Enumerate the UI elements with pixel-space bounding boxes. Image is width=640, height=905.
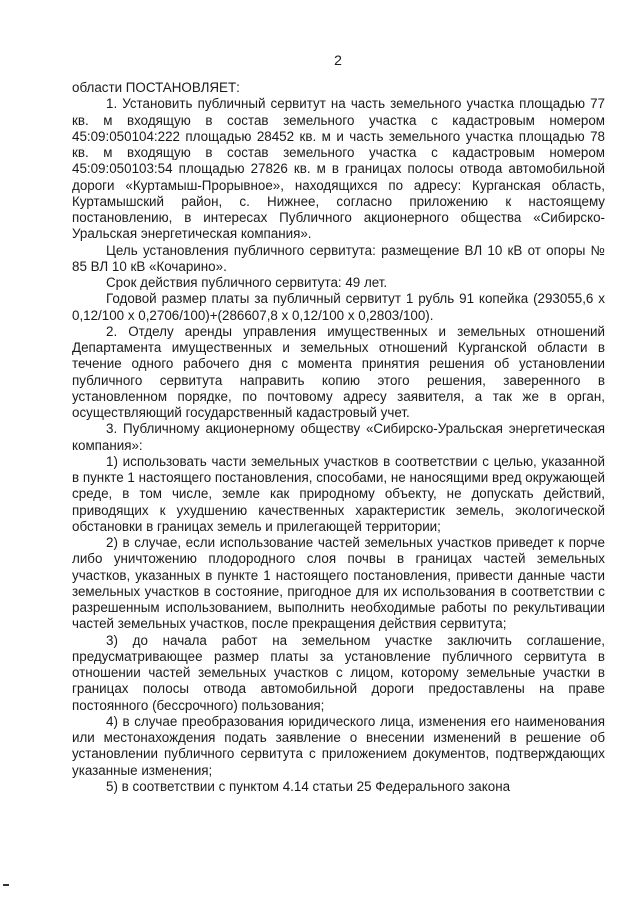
subclause-4: 4) в случае преобразования юридического лица, изменения его наименования или местонахождения подать заявление о внесении изменений в решение об установлении публичного сервитута с приложением документов, подтверждающих указанные изменения; xyxy=(72,713,605,778)
clause-2-department: 2. Отделу аренды управления имущественных и земельных отношений Департамента имущественных и земельных отношений Курганской области в течение одного рабочего дня с момента принятия решения об установлении публичного сервитута направить копию этого решения, заверенного в установленном порядке, по почтовому адресу заявителя, а так же в орган, осуществляющий государственный кадастровый учет. xyxy=(72,323,605,420)
subclause-1: 1) использовать части земельных участков в соответствии с целью, указанной в пункте 1 настоящего постановления, способами, не наносящими вред окружающей среде, в том числе, земле как природному объекту, не допускать действий, приводящих к ухудшению качественных характеристик земель, экологической обстановки в границах земель и прилегающей территории; xyxy=(72,453,605,534)
easement-purpose: Цель установления публичного сервитута: размещение ВЛ 10 кВ от опоры № 85 ВЛ 10 кВ «Кочарино». xyxy=(72,242,605,274)
document-body xyxy=(72,80,605,795)
subclause-3: 3) до начала работ на земельном участке заключить соглашение, предусматривающее размер платы за установление публичного сервитута в отношении частей земельных участков с лицом, которому земельные участки в границах полосы отвода автомобильной дороги предоставлены на праве постоянного (бессрочного) пользования; xyxy=(72,632,605,713)
subclause-2: 2) в случае, если использование частей земельных участков приведет к порче либо уничтожению плодородного слоя почвы в границах частей земельных участков, указанных в пункте 1 настоящего постановления, привести данные части земельных участков в состояние, пригодное для их использования в соответствии с разрешенным использованием, выполнить необходимые работы по рекультивации частей земельных участков, после прекращения действия сервитута; xyxy=(72,535,605,632)
page-number: 2 xyxy=(334,52,342,68)
subclause-5: 5) в соответствии с пунктом 4.14 статьи 25 Федерального закона xyxy=(106,778,511,794)
margin-mark xyxy=(3,884,9,886)
easement-annual-fee: Годовой размер платы за публичный сервитут 1 рубль 91 копейка (293055,6 х 0,12/100 х 0,2706/100)+(286607,8 х 0,12/100 х 0,2803/100). xyxy=(72,291,605,323)
easement-term: Срок действия публичного сервитута: 49 лет. xyxy=(106,275,388,290)
clause-1-easement: 1. Установить публичный сервитут на часть земельного участка площадью 77 кв. м входящую в состав земельного участка с кадастровым номером 45:09:050104:222 площадью 28452 кв. м и часть земельного участка площадью 78 кв. м входящую в состав земельного участка с кадастровым номером 45:09:050103:54 площадью 27826 кв. м в границах полосы отвода автомобильной дороги «Куртамыш-Прорывное», находящихся по адресу: Курганская область, Куртамышский район, с. Нижнее, согласно приложению к настоящему постановлению, в интересах Публичного акционерного общества «Сибирско-Уральская энергетическая компания». xyxy=(72,96,605,242)
clause-3-company: 3. Публичному акционерному обществу «Сибирско-Уральская энергетическая компания»: xyxy=(72,421,605,453)
resolution-intro: области ПОСТАНОВЛЯЕТ: xyxy=(72,80,240,95)
